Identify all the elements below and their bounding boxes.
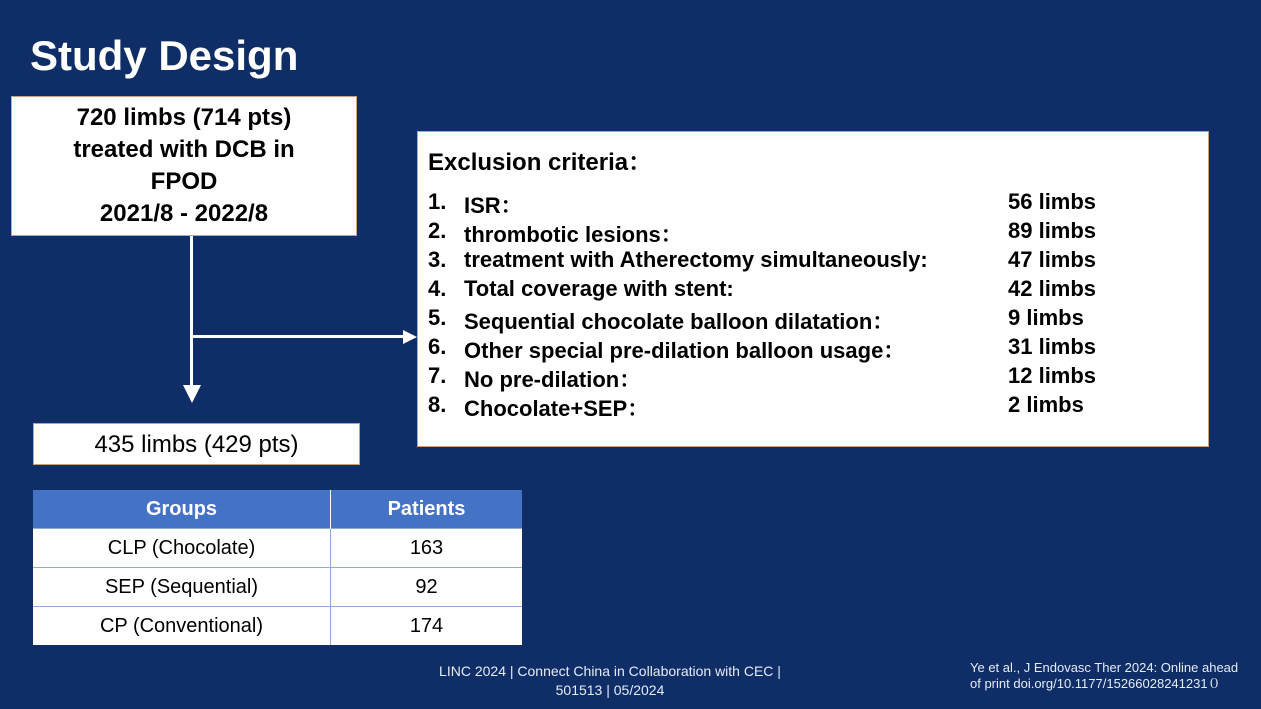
exclusion-item-text: treatment with Atherectomy simultaneously:: [464, 247, 928, 272]
exclusion-item-number: 5.: [428, 305, 447, 330]
final-cohort-box: 435 limbs (429 pts): [33, 423, 360, 465]
exclusion-item-value: 56 limbs: [1008, 189, 1097, 214]
exclusion-item-number: 7.: [428, 363, 447, 388]
slide-footer: [400, 662, 820, 700]
exclusion-item-text: Total coverage with stent:: [464, 276, 734, 301]
table-row: [33, 529, 522, 568]
groups-table: [33, 490, 522, 645]
flow-line-vertical: [190, 236, 193, 388]
exclusion-item-number: 8.: [428, 392, 447, 417]
exclusion-item-text: No pre-dilation：: [464, 367, 642, 392]
table-cell-group: CP (Conventional): [33, 607, 331, 646]
table-row: [33, 607, 522, 646]
table-cell-patients: 92: [331, 568, 523, 607]
exclusion-item-number: 4.: [428, 276, 447, 301]
arrow-down-icon: [183, 385, 201, 403]
exclusion-item-text: Chocolate+SEP：: [464, 396, 650, 421]
exclusion-item-value: 12 limbs: [1008, 363, 1097, 388]
footer-line: 501513 | 05/2024: [555, 682, 665, 698]
flow-line-horizontal: [193, 335, 407, 338]
table-header-patients: Patients: [331, 490, 523, 529]
footer-line: LINC 2024 | Connect China in Collaboration with CEC |: [439, 663, 781, 679]
initial-cohort-line: 2021/8 - 2022/8: [99, 200, 269, 227]
exclusion-criteria-box: [417, 131, 1209, 447]
exclusion-item-value: 89 limbs: [1008, 218, 1097, 243]
citation-line: of print doi.org/10.1177/15266028241231０: [970, 676, 1221, 691]
table-cell-group: SEP (Sequential): [33, 568, 331, 607]
table-row: [33, 568, 522, 607]
exclusion-item-text: ISR：: [464, 193, 523, 218]
exclusion-item-number: 6.: [428, 334, 447, 359]
table-header-groups: Groups: [33, 490, 331, 529]
table-cell-patients: 163: [331, 529, 523, 568]
slide-title: Study Design: [30, 32, 299, 79]
initial-cohort-line: FPOD: [150, 168, 218, 195]
arrow-right-icon: [403, 330, 417, 344]
citation-line: Ye et al., J Endovasc Ther 2024: Online ahead: [970, 660, 1239, 675]
initial-cohort-line: 720 limbs (714 pts): [76, 104, 292, 131]
table-cell-patients: 174: [331, 607, 523, 646]
citation: [970, 660, 1255, 692]
table-header-row: [33, 490, 522, 529]
exclusion-item-value: 2 limbs: [1008, 392, 1084, 417]
exclusion-item-value: 9 limbs: [1008, 305, 1084, 330]
exclusion-item-value: 47 limbs: [1008, 247, 1097, 272]
initial-cohort-box: [11, 96, 357, 236]
exclusion-item-text: Other special pre-dilation balloon usage：: [464, 338, 906, 363]
exclusion-item-number: 1.: [428, 189, 447, 214]
initial-cohort-line: treated with DCB in: [73, 136, 295, 163]
exclusion-item-number: 2.: [428, 218, 447, 243]
exclusion-item-text: thrombotic lesions：: [464, 222, 683, 247]
exclusion-item-value: 31 limbs: [1008, 334, 1097, 359]
table-cell-group: CLP (Chocolate): [33, 529, 331, 568]
exclusion-item-number: 3.: [428, 247, 447, 272]
exclusion-item-text: Sequential chocolate balloon dilatation：: [464, 309, 895, 334]
exclusion-item-value: 42 limbs: [1008, 276, 1097, 301]
exclusion-title: Exclusion criteria：: [428, 149, 653, 176]
